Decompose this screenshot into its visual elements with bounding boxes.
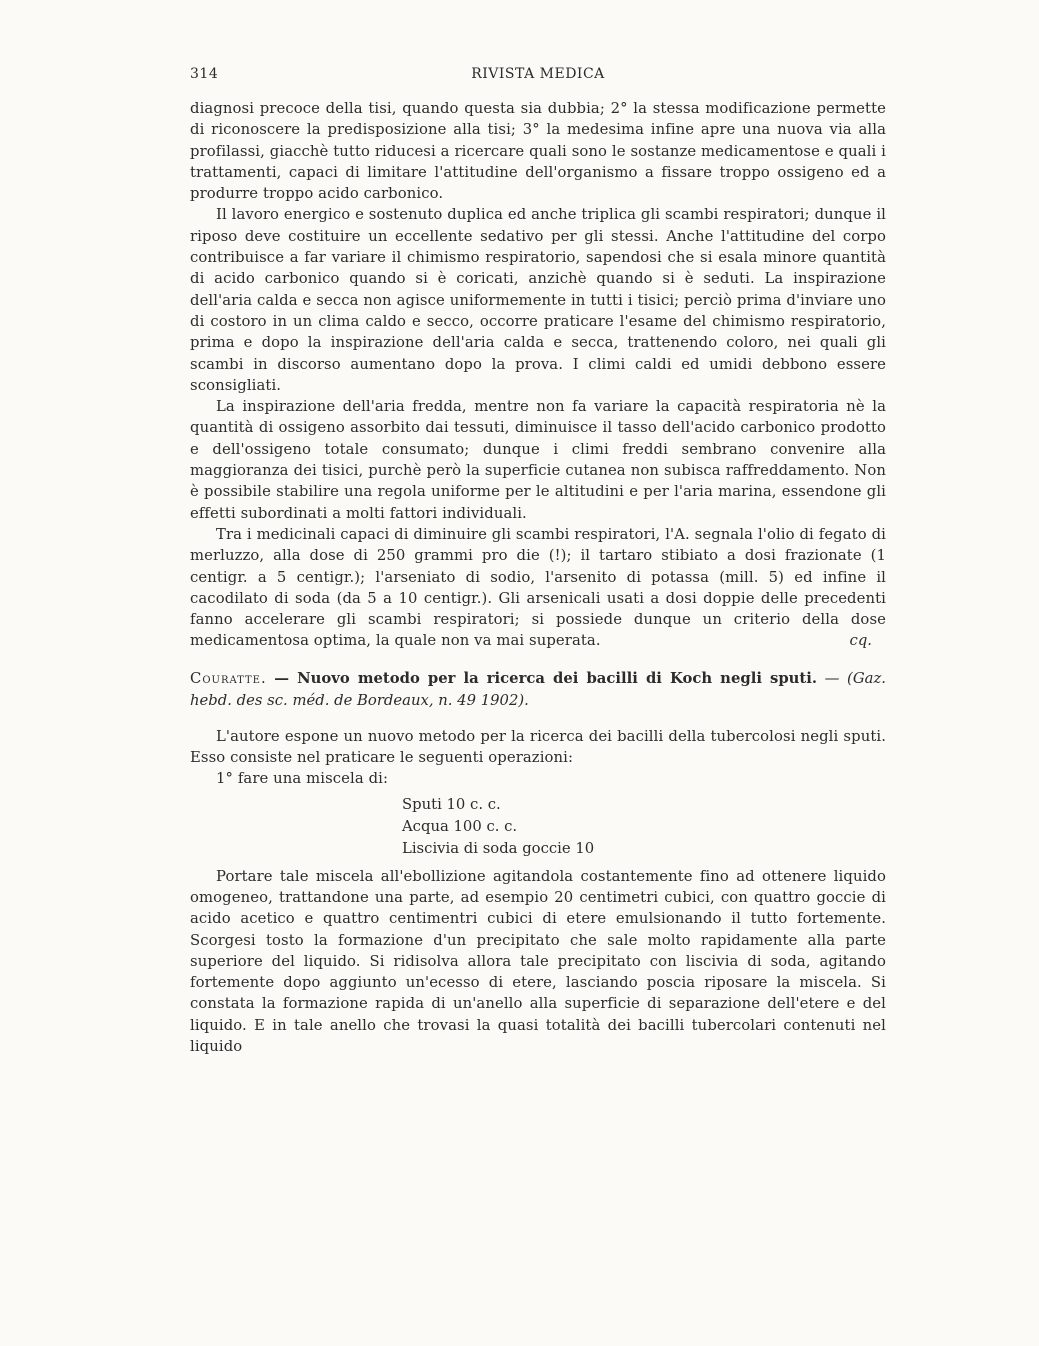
article-body: Portare tale miscela all'ebollizione agitandola costantemente fino ad ottenere liquido omogeneo, trattandone una parte, ad esempio 20 centimetri cubici, con quattro goccie di acido acetico e quattro centimentri cubici di etere emulsionando il tutto fortemente. Scorgesi tosto la formazione d'un precipitato che sale molto rapidamente alla parte superiore del liquido. Si ridisolva allora tale precipitato con liscivia di soda, agitando fortemente dopo aggiunto un'ecesso di etere, lasciando poscia riposare la miscela. Si constata la formazione rapida di un'anello alla superficie di separazione dell'etere e del liquido. E in tale anello che trovasi la quasi totalità dei bacilli tubercolari contenuti nel liquido bbox=[190, 867, 886, 1055]
paragraph: diagnosi precoce della tisi, quando questa sia dubbia; 2° la stessa modificazione permette di riconoscere la predisposizione alla tisi; 3° la medesima infine apre una nuova via alla profilassi, giacchè tutto riducesi a ricercare quali sono le sostanze medicamentose e quali i trattamenti, capaci di limitare l'attitudine dell'organismo a fissare troppo ossigeno ed a produrre troppo acido carbonico. bbox=[190, 100, 886, 203]
article-title: — Nuovo metodo per la ricerca dei bacilli di Koch negli sputi. bbox=[274, 669, 818, 687]
article-intro: L'autore espone un nuovo metodo per la ricerca dei bacilli della tubercolosi negli sputi. Esso consiste nel praticare le seguenti operazioni: bbox=[190, 727, 886, 767]
page-header bbox=[190, 66, 886, 88]
page-number: 314 bbox=[190, 66, 219, 82]
article-author: Couratte. bbox=[190, 669, 267, 687]
paragraph: La inspirazione dell'aria fredda, mentre non fa variare la capacità respiratoria nè la quantità di ossigeno assorbito dai tessuti, diminuisce il tasso dell'acido carbonico prodotto e dell'ossigeno totale consumato; dunque i climi freddi sembrano convenire alla maggioranza dei tisici, purchè però la superficie cutanea non subisca raffreddamento. Non è possibile stabilire una regola uniforme per le altitudini e per l'aria marina, essendone gli effetti subordinati a molti fattori individuali. bbox=[190, 398, 886, 522]
reviewer-signature: cq. bbox=[849, 632, 872, 650]
paragraph: Il lavoro energico e sostenuto duplica ed anche triplica gli scambi respiratori; dunque il riposo deve costituire un eccellente sedativo per gli stessi. Anche l'attitudine del corpo contribuisce a far variare il chimismo respiratorio, sapendosi che si esala minore quantità di acido carbonico quando si è coricati, anzichè quando si è seduti. La inspirazione dell'aria calda e secca non agisce uniformemente in tutti i tisici; perciò prima d'inviare uno di costoro in un clima caldo e secco, occorre praticare l'esame del chimismo respiratorio, prima e dopo la inspirazione dell'aria calda e secca, trattenendo coloro, nei quali gli scambi in discorso aumentano dopo la prova. I climi caldi ed umidi debbono essere sconsigliati. bbox=[190, 206, 886, 394]
recipe-item: Sputi 10 c. c. bbox=[402, 795, 501, 813]
recipe-item: Liscivia di soda goccie 10 bbox=[402, 839, 595, 857]
paragraph: Tra i medicinali capaci di diminuire gli scambi respiratori, l'A. segnala l'olio di fegato di merluzzo, alla dose di 250 grammi pro die (!); il tartaro stibiato a dosi frazionate (1 centigr. a 5 centigr.); l'arseniato di sodio, l'arsenito di potassa (mill. 5) ed infine il cacodilato di soda (da 5 a 10 centigr.). Gli arsenicali usati a dosi doppie delle precedenti fanno accelerare gli scambi respiratori; si possiede dunque un criterio della dose medicamentosa optima, la quale non va mai superata. bbox=[190, 525, 886, 650]
recipe-list bbox=[402, 794, 886, 860]
article-source: — (Gaz. hebd. des sc. méd. de Bordeaux, n. 49 1902). bbox=[190, 669, 886, 709]
running-title: RIVISTA MEDICA bbox=[471, 66, 605, 82]
recipe-item: Acqua 100 c. c. bbox=[402, 817, 518, 835]
text-column bbox=[190, 98, 886, 1057]
article-heading bbox=[190, 668, 886, 712]
article-step: 1° fare una miscela di: bbox=[216, 770, 389, 788]
